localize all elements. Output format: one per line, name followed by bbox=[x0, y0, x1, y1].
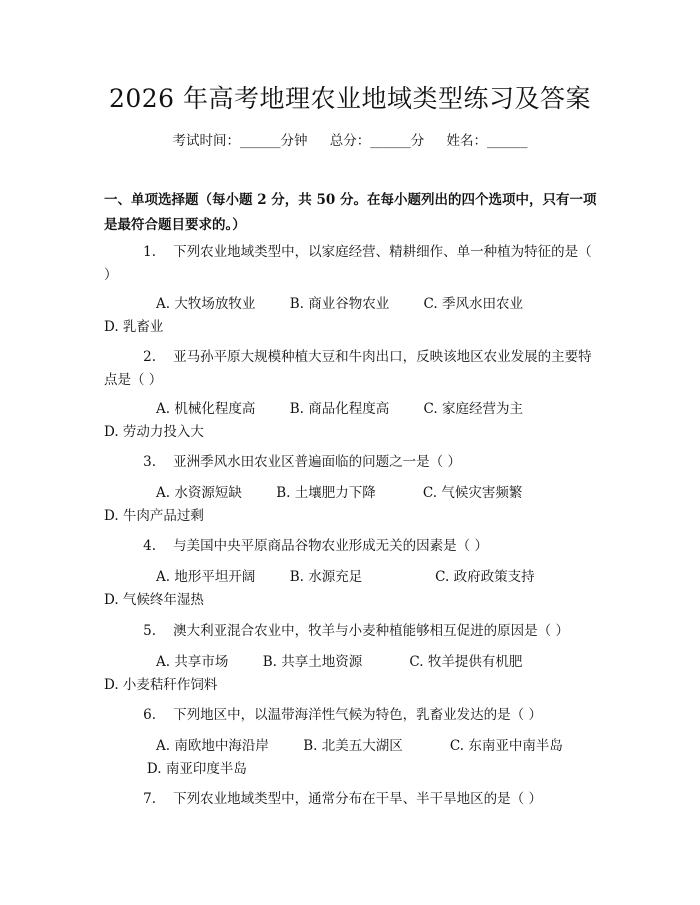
option-a: A. 水资源短缺 bbox=[156, 485, 242, 501]
question-6 bbox=[104, 704, 600, 727]
option-a: A. 大牧场放牧业 bbox=[156, 296, 256, 312]
question-1 bbox=[104, 241, 600, 287]
option-a: A. 地形平坦开阔 bbox=[156, 569, 256, 585]
option-b: B. 商品化程度高 bbox=[289, 401, 390, 417]
question-6-options bbox=[104, 735, 600, 781]
option-d: D. 南亚印度半岛 bbox=[146, 761, 247, 777]
question-5-options bbox=[104, 651, 600, 697]
option-d: D. 气候终年湿热 bbox=[104, 592, 204, 608]
question-stem: 与美国中央平原商品谷物农业形成无关的因素是（ ） bbox=[173, 538, 488, 554]
option-b: B. 土壤肥力下降 bbox=[276, 485, 376, 501]
option-b: B. 商业谷物农业 bbox=[289, 296, 390, 312]
question-stem: 下列农业地域类型中，通常分布在干旱、半干旱地区的是（ ） bbox=[173, 791, 542, 807]
question-number: 5. bbox=[143, 623, 156, 639]
option-d: D. 小麦秸秆作饲料 bbox=[104, 677, 218, 693]
question-number: 6. bbox=[143, 707, 156, 723]
option-b: B. 水源充足 bbox=[289, 569, 363, 585]
question-7 bbox=[104, 788, 600, 811]
option-c: C. 家庭经营为主 bbox=[423, 401, 523, 417]
student-name-field: 姓名：______ bbox=[446, 133, 528, 149]
option-d: D. 牛肉产品过剩 bbox=[104, 508, 204, 524]
question-number: 2. bbox=[143, 349, 156, 365]
option-d: D. 劳动力投入大 bbox=[104, 424, 204, 440]
option-c: C. 牧羊提供有机肥 bbox=[409, 654, 523, 670]
question-stem: 澳大利亚混合农业中，牧羊与小麦种植能够相互促进的原因是（ ） bbox=[173, 623, 569, 639]
option-b: B. 北美五大湖区 bbox=[303, 738, 403, 754]
option-d: D. 乳畜业 bbox=[104, 319, 164, 335]
option-c: C. 政府政策支持 bbox=[435, 569, 535, 585]
question-4-options bbox=[104, 566, 600, 612]
question-number: 4. bbox=[143, 538, 156, 554]
question-3-options bbox=[104, 482, 600, 528]
option-a: A. 共享市场 bbox=[156, 654, 229, 670]
option-b: B. 共享土地资源 bbox=[262, 654, 363, 670]
question-stem: 亚马孙平原大规模种植大豆和牛肉出口，反映该地区农业发展的主要特点是（ ） bbox=[104, 349, 592, 388]
option-c: C. 气候灾害频繁 bbox=[422, 485, 523, 501]
question-stem: 下列农业地域类型中，以家庭经营、精耕细作、单一种植为特征的是（ ） bbox=[104, 244, 592, 283]
question-number: 1. bbox=[143, 244, 156, 260]
option-c: C. 季风水田农业 bbox=[423, 296, 523, 312]
option-a: A. 南欧地中海沿岸 bbox=[156, 738, 269, 754]
exam-info-line bbox=[0, 131, 700, 151]
page-title: 2026 年高考地理农业地域类型练习及答案 bbox=[108, 84, 592, 113]
question-5 bbox=[104, 620, 600, 643]
question-number: 3. bbox=[143, 454, 156, 470]
question-2 bbox=[104, 346, 600, 392]
option-a: A. 机械化程度高 bbox=[156, 401, 256, 417]
question-3 bbox=[104, 451, 600, 474]
option-c: C. 东南亚中南半岛 bbox=[449, 738, 563, 754]
question-2-options bbox=[104, 398, 600, 444]
question-1-options bbox=[104, 293, 600, 339]
question-stem: 下列地区中，以温带海洋性气候为特色，乳畜业发达的是（ ） bbox=[173, 707, 542, 723]
question-4 bbox=[104, 535, 600, 558]
section-heading: 一、单项选择题（每小题 2 分，共 50 分。在每小题列出的四个选项中，只有一项是最符合题目要求的。） bbox=[104, 192, 597, 233]
exam-time-field: 考试时间：______分钟 bbox=[172, 133, 308, 149]
total-score-field: 总分：______分 bbox=[329, 133, 425, 149]
question-stem: 亚洲季风水田农业区普遍面临的问题之一是（ ） bbox=[173, 454, 461, 470]
question-number: 7. bbox=[143, 791, 156, 807]
